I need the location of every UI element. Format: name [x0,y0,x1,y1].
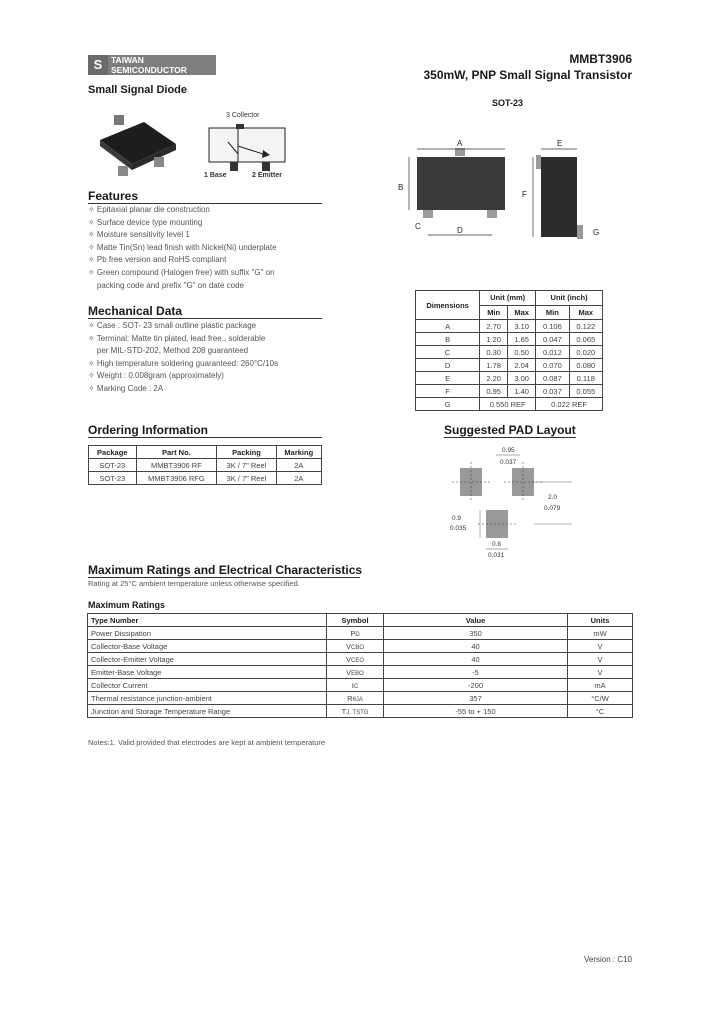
feature-item: ✧ Pb free version and RoHS compliant [88,255,227,265]
lead-top [114,115,124,125]
pad-dim-0031: 0.031 [488,552,505,559]
table-row: Collector Current IC -200 mA [88,679,633,692]
mechanical-list [88,320,278,396]
package-label: SOT-23 [492,98,524,108]
mechanical-item: ✧ Case : SOT- 23 small outline plastic package [88,321,257,330]
table-row: D 1.78 2.04 0.070 0.080 [416,359,603,372]
company-name-line2: SEMICONDUCTOR [111,65,187,75]
ratings-header: Symbol [327,614,384,627]
feature-item: ✧ Moisture sensitivity level 1 [88,230,190,240]
pad-dim-095: 0.95 [502,447,515,454]
dim-a-label: A [457,139,463,148]
dim-header-min: Min [536,305,569,320]
component-photo [92,112,192,182]
table-row: Power Dissipation PD 350 mW [88,627,633,640]
dimensions-table [415,290,603,411]
dim-e-label: E [557,139,563,148]
pad-dim-0037: 0.037 [500,459,517,466]
pad-3 [486,510,508,538]
features-list [88,204,277,292]
ratings-title: Maximum Ratings and Electrical Characteristics [88,563,363,577]
mechanical-item: ✧ High temperature soldering guaranteed: 260°C/10s [88,358,279,368]
table-row: Thermal resistance junction-ambient RθJA 357 °C/W [88,692,633,705]
features-title: Features [88,189,139,203]
package-front-view [417,157,505,210]
pad-dim-0035: 0.035 [450,525,467,532]
mechanical-rule [88,318,322,319]
logo-mark: S [88,55,108,75]
pad-layout-drawing [440,442,590,560]
company-name-line1: TAIWAN [111,55,144,65]
package-outline-drawing [395,135,610,250]
feature-item: ✧ Surface device type mounting [88,217,203,227]
ratings-subtitle: Rating at 25°C ambient temperature unless otherwise specified. [88,579,300,588]
dim-d-label: D [457,226,463,235]
table-row: A 2.70 3.10 0.106 0.122 [416,320,603,333]
transistor-symbol [208,124,288,172]
mechanical-item: ✧ Terminal: Matte tin plated, lead free., solderable [88,333,266,343]
pad-dim-0079: 0.079 [544,505,561,512]
table-row: E 2.20 3.00 0.087 0.118 [416,372,603,385]
ordering-header: Marking [276,446,321,459]
pad-dim-09: 0.9 [452,515,462,522]
pin-base-label: 1 Base [204,172,227,179]
part-description: 350mW, PNP Small Signal Transistor [423,68,632,82]
table-row: Junction and Storage Temperature Range TJ, TSTG -55 to + 150 °C [88,705,633,718]
table-row: Collector-Base Voltage VCBO 40 V [88,640,633,653]
lead-left [118,166,128,176]
ordering-title: Ordering Information [88,423,208,437]
mechanical-title: Mechanical Data [88,304,183,318]
ordering-header: Packing [217,446,276,459]
table-row: SOT-23 MMBT3906 RFG 3K / 7" Reel 2A [89,472,322,485]
ordering-header: Part No. [136,446,217,459]
part-number: MMBT3906 [569,52,632,66]
table-row: F 0.95 1.40 0.037 0.055 [416,385,603,398]
ordering-table [88,445,322,485]
dim-header-dimensions: Dimensions [416,291,480,320]
pin-collector-label: 3 Collector [226,112,260,119]
dim-header-inch: Unit (inch) [536,291,603,306]
ordering-header: Package [89,446,137,459]
dim-header-mm: Unit (mm) [480,291,536,306]
package-body [100,122,176,164]
dim-b-label: B [398,183,404,192]
pad-layout-title: Suggested PAD Layout [444,423,576,437]
table-row: G 0.550 REF 0.022 REF [416,398,603,411]
company-name [111,55,187,75]
max-ratings-table [87,613,633,718]
footnote: Notes:1. Valid provided that electrodes are kept at ambient temperature [88,738,326,747]
ratings-rule [88,577,360,578]
feature-item: ✧ Matte Tin(Sn) lead finish with Nickel(Ni) underplate [88,242,277,252]
table-row: B 1.20 1.65 0.047 0.065 [416,333,603,346]
ratings-header: Value [384,614,568,627]
dim-header-max: Max [508,305,536,320]
max-ratings-title: Maximum Ratings [88,600,166,610]
ordering-rule [88,437,322,438]
pin-emitter-label: 2 Emitter [252,172,282,179]
feature-item: packing code and prefix "G" on date code [88,280,244,290]
table-row: Collector-Emitter Voltage VCEO 40 V [88,653,633,666]
version-label: Version : C10 [583,955,632,964]
dim-c-label: C [415,222,421,231]
pad-layout-rule [444,437,576,438]
dim-f-label: F [522,190,527,199]
package-side-view [541,157,577,237]
feature-item: ✧ Epitaxial planar die construction [88,205,210,214]
ratings-header: Type Number [88,614,327,627]
table-row: SOT-23 MMBT3906 RF 3K / 7" Reel 2A [89,459,322,472]
pad-dim-20: 2.0 [548,494,558,501]
mechanical-item: ✧ Weight : 0.008gram (approximately) [88,371,224,381]
table-row: Emitter-Base Voltage VEBO -5 V [88,666,633,679]
device-type: Small Signal Diode [88,84,188,96]
dim-g-label: G [593,228,600,237]
dim-header-min: Min [480,305,508,320]
dim-header-max: Max [569,305,602,320]
mechanical-item: per MIL-STD-202, Method 208 guaranteed [88,346,249,356]
pad-dim-08: 0.8 [492,541,502,548]
lead-right [154,157,164,167]
ratings-header: Units [568,614,633,627]
mechanical-item: ✧ Marking Code : 2A [88,383,164,393]
feature-item: ✧ Green compound (Halogen free) with suffix "G" on [88,267,275,277]
table-row: C 0.30 0.50 0.012 0.020 [416,346,603,359]
